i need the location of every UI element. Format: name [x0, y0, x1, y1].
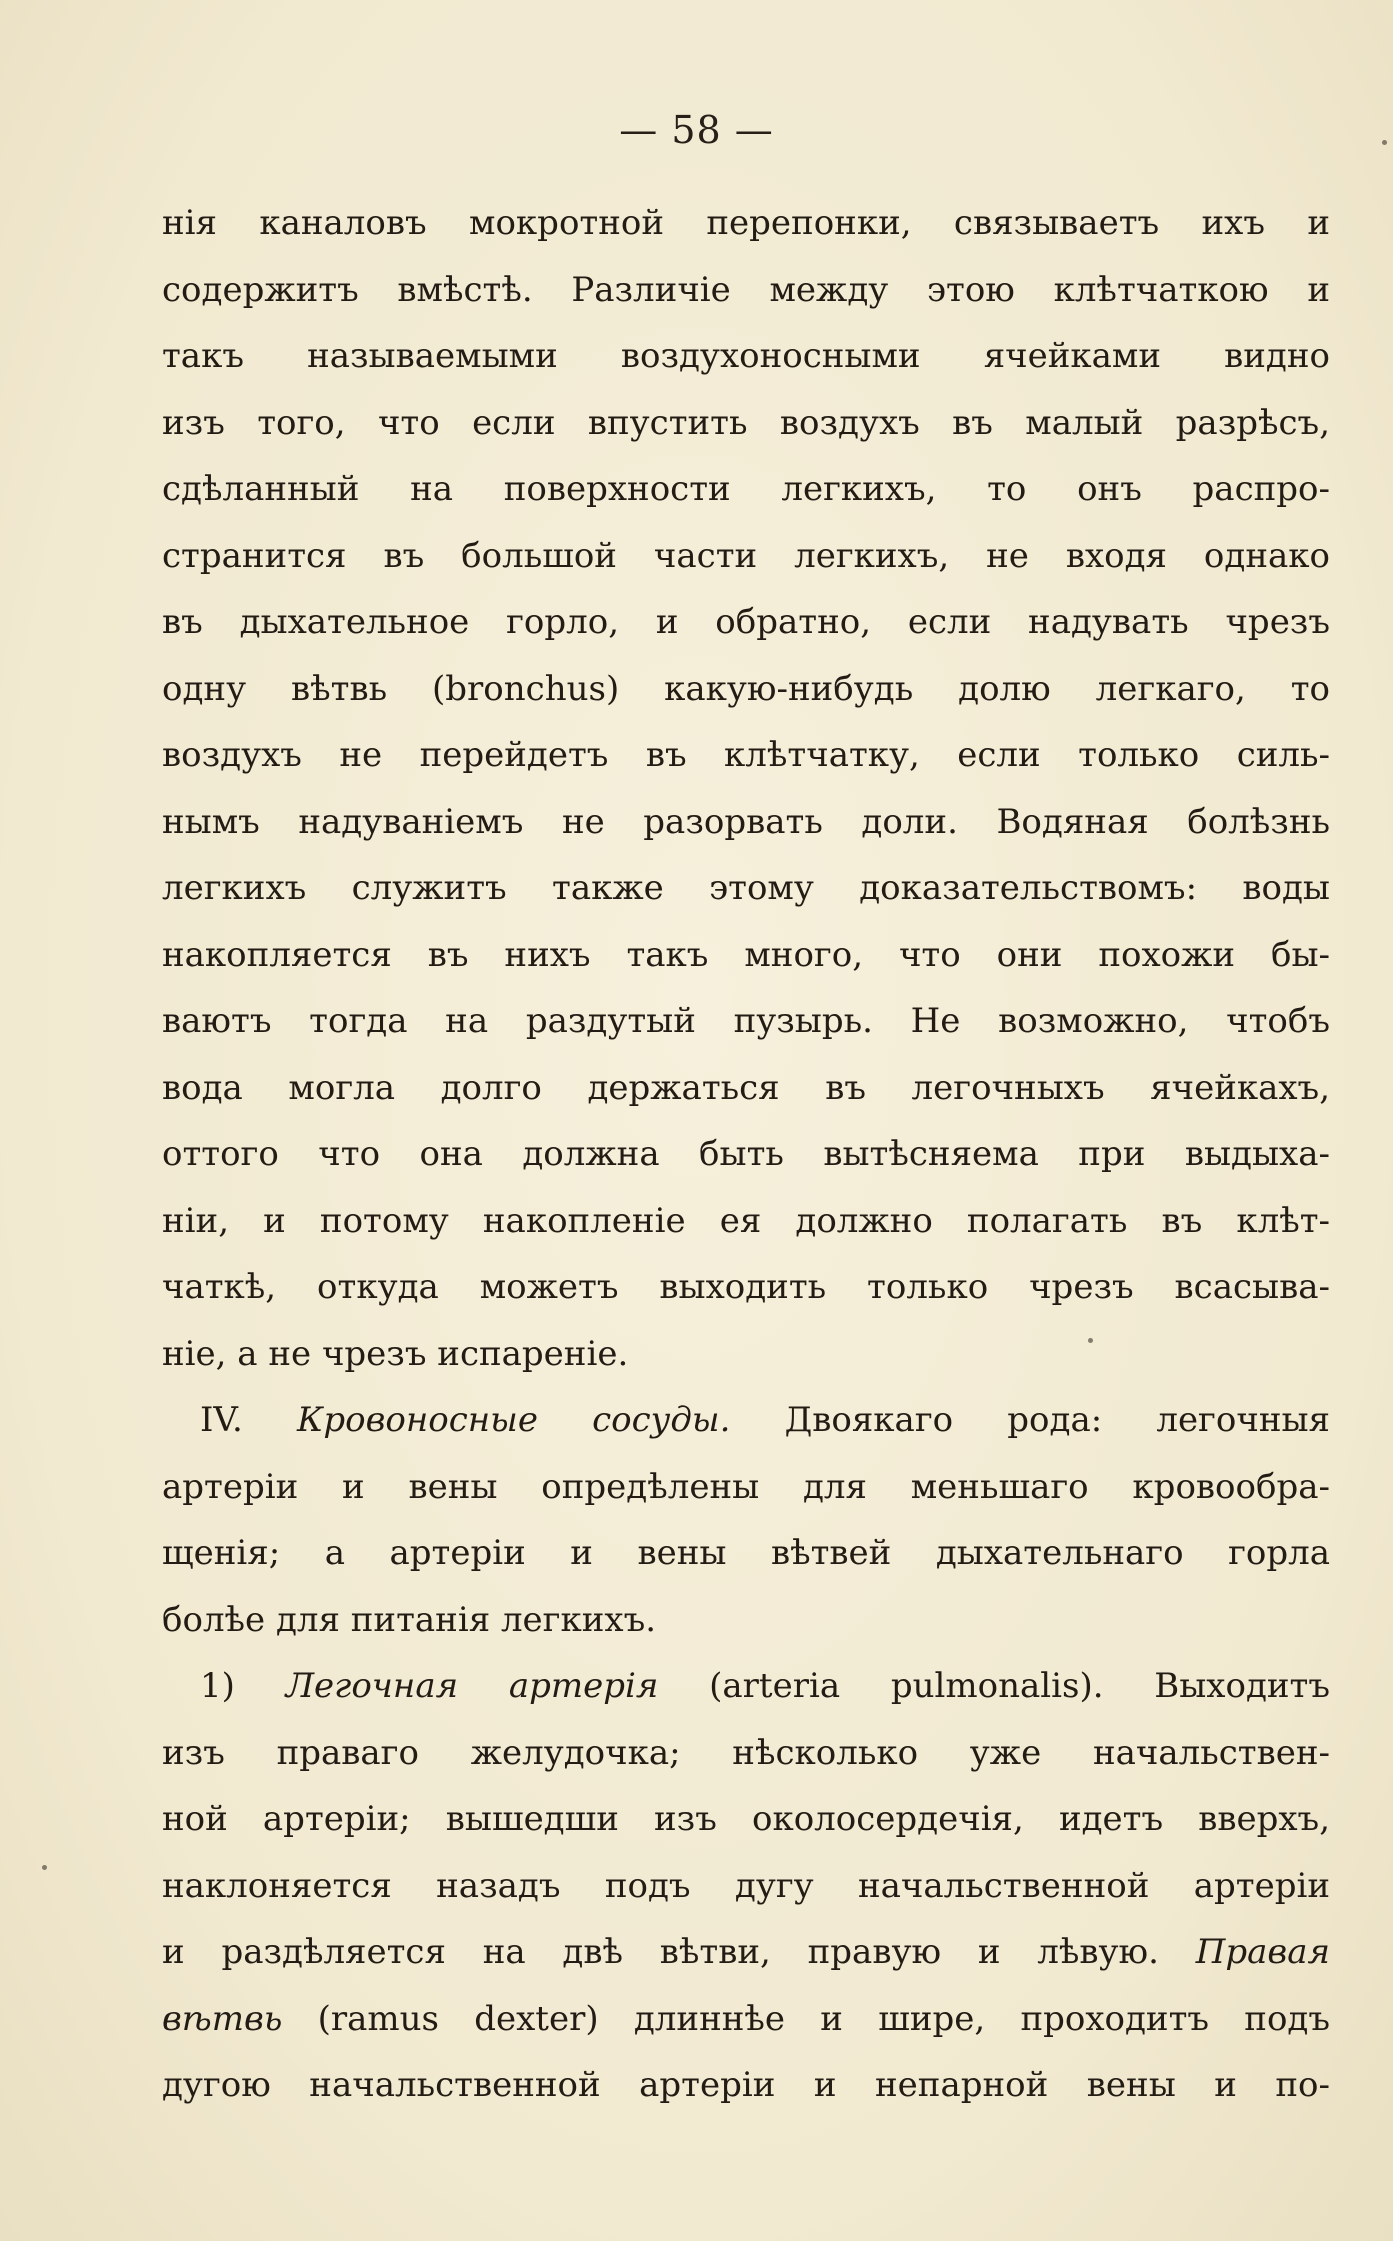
page-number: — 58 —	[619, 108, 774, 152]
text-line: оттого что она должна быть вытѣсняема при выдыха-	[162, 1134, 1330, 1174]
line-segment: (ramus dexter) длиннѣе и шире, проходитъ подъ	[282, 1998, 1330, 2039]
text-line: такъ называемыми воздухоносными ячейками видно	[162, 336, 1330, 376]
italic-segment: Правая	[1195, 1932, 1330, 1972]
text-line: странится въ большой части легкихъ, не входя однако	[162, 535, 1330, 576]
text-line	[162, 1387, 1330, 1454]
text-line: ной артеріи; вышедши изъ околосердечія, идетъ вверхъ,	[162, 1799, 1330, 1839]
line-segment: (arteria pulmonalis). Выходитъ	[658, 1666, 1330, 1706]
text-line: щенія; а артеріи и вены вѣтвей дыхательнаго горла	[162, 1533, 1330, 1573]
text-line	[162, 1986, 1330, 2053]
text-line: изъ праваго желудочка; нѣсколько уже начальствен-	[162, 1732, 1330, 1773]
print-speck	[1382, 140, 1387, 145]
text-line: ваютъ тогда на раздутый пузырь. Не возможно, чтобъ	[162, 1001, 1330, 1041]
text-line: нія каналовъ мокротной перепонки, связываетъ ихъ и	[162, 203, 1330, 243]
text-line: болѣе для питанія легкихъ.	[162, 1599, 657, 1640]
line-segment: IV.	[200, 1400, 298, 1440]
text-line: ніе, а не чрезъ испареніе.	[162, 1333, 629, 1374]
line-segment: и раздѣляется на двѣ вѣтви, правую и лѣвую.	[162, 1932, 1196, 1972]
text-line: изъ того, что если впустить воздухъ въ малый разрѣсъ,	[162, 402, 1330, 443]
text-line	[162, 1653, 1330, 1720]
text-line: воздухъ не перейдетъ въ клѣтчатку, если только силь-	[162, 735, 1330, 775]
italic-segment: Кровоносные сосуды.	[297, 1400, 731, 1440]
text-line: артеріи и вены опредѣлены для меньшаго кровообра-	[162, 1466, 1330, 1507]
text-line: чаткѣ, откуда можетъ выходить только чрезъ всасыва-	[162, 1267, 1330, 1307]
italic-segment: Легочная артерія	[285, 1666, 659, 1706]
line-segment: Двоякаго рода: легочныя	[730, 1400, 1330, 1440]
text-line: накопляется въ нихъ такъ много, что они похожи бы-	[162, 934, 1330, 975]
text-line: ніи, и потому накопленіе ея должно полагать въ клѣт-	[162, 1200, 1330, 1241]
text-line: нымъ надуваніемъ не разорвать доли. Водяная болѣзнь	[162, 801, 1330, 842]
text-line: легкихъ служитъ также этому доказательствомъ: воды	[162, 868, 1330, 908]
text-line: наклоняется назадъ подъ дугу начальственной артеріи	[162, 1865, 1330, 1906]
text-line: сдѣланный на поверхности легкихъ, то онъ распро-	[162, 469, 1330, 509]
line-segment: 1)	[200, 1666, 286, 1706]
text-line: одну вѣтвь (bronchus) какую-нибудь долю легкаго, то	[162, 668, 1330, 709]
text-line: вода могла долго держаться въ легочныхъ ячейкахъ,	[162, 1067, 1330, 1108]
text-line	[162, 1919, 1330, 1986]
text-line: дугою начальственной артеріи и непарной вены и по-	[162, 2065, 1330, 2105]
text-line: содержитъ вмѣстѣ. Различіе между этою клѣтчаткою и	[162, 269, 1330, 310]
print-speck	[42, 1865, 47, 1870]
print-speck	[1088, 1338, 1093, 1343]
body-text	[162, 190, 1330, 2119]
text-line: въ дыхательное горло, и обратно, если надувать чрезъ	[162, 602, 1330, 642]
italic-segment: вѣтвь	[162, 1998, 283, 2039]
